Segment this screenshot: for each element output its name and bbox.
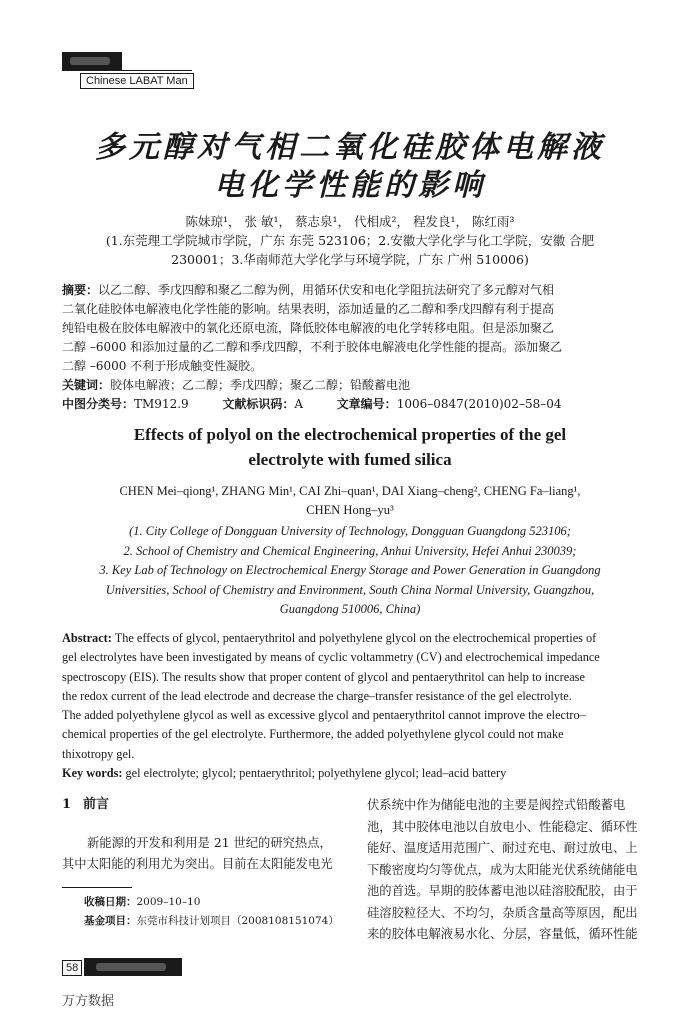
section-title: 前言 — [83, 797, 110, 812]
received-label: 收稿日期： — [84, 896, 137, 908]
en-affiliation-line: 2. School of Chemistry and Chemical Engineering, Anhui University, Hefei Anhui 230039; — [123, 543, 577, 558]
cn-abstract-line: 纯铅电极在胶体电解液中的氧化还原电流，降低胶体电解液的电化学转移电阻。但是添加聚乙 — [62, 321, 555, 335]
article-label: 文章编号： — [336, 397, 397, 411]
en-affiliation-line: Guangdong 510006, China) — [279, 602, 421, 616]
watermark: 万方数据 — [62, 994, 115, 1009]
header-rule — [62, 70, 192, 71]
en-abstract-line: thixotropy gel. — [62, 746, 135, 761]
class-value: TM912.9 — [134, 397, 189, 411]
en-keywords: gel electrolyte; glycol; pentaerythritol; polyethylene glycol; lead–acid battery — [125, 766, 507, 781]
left-column — [62, 833, 352, 875]
section-number: 1 — [62, 797, 72, 812]
cn-abstract-label: 摘要： — [62, 283, 99, 297]
cn-keywords: 胶体电解液；乙二醇；季戊四醇；聚乙二醇；铅酸蓄电池 — [110, 378, 411, 392]
en-affiliation-line: Universities, School of Chemistry and Environment, South China Normal University, Guangzhou, — [105, 582, 595, 597]
cn-abstract-line: 以乙二醇、季戊四醇和聚乙二醇为例，用循环伏安和电化学阻抗法研究了多元醇对气相 — [98, 283, 555, 297]
doc-value: A — [294, 397, 304, 411]
received-date: 2009–10–10 — [136, 896, 201, 908]
section-heading — [62, 796, 109, 814]
article-value: 1006–0847(2010)02–58–04 — [396, 397, 562, 411]
class-label: 中图分类号： — [62, 397, 135, 411]
en-title-line1: Effects of polyol on the electrochemical properties of the gel — [133, 425, 567, 444]
cn-title-line2: 电化学性能的影响 — [214, 168, 486, 203]
en-affiliation-line: (1. City College of Dongguan University of Technology, Dongguan Guangdong 523106; — [129, 524, 571, 538]
en-authors — [40, 482, 660, 520]
en-abstract-line: gel electrolytes have been investigated by means of cyclic voltammetry (CV) and electrochemical impedance — [62, 650, 600, 665]
footnote-rule — [62, 887, 132, 888]
cn-affiliation-line2: 230001；3.华南师范大学化学与环境学院，广东 广州 510006) — [171, 252, 529, 267]
right-col-line: 下酸密度均匀等优点，成为太阳能光伏系统储能电 — [367, 862, 638, 877]
cn-abstract-line: 二氧化硅胶体电解液电化学性能的影响。结果表明，添加适量的乙二醇和季戊四醇有利于提高 — [62, 302, 555, 316]
en-keywords-label: Key words: — [62, 766, 123, 781]
journal-logo-block — [62, 52, 122, 70]
en-title-line2: electrolyte with fumed silica — [248, 450, 452, 469]
en-abstract-line: chemical properties of the gel electrolyte. Furthermore, the added polyethylene glycol could not make — [62, 727, 564, 742]
cn-classification-row — [62, 395, 642, 414]
en-authors-line1: CHEN Mei–qiong¹, ZHANG Min¹, CAI Zhi–quan¹, DAI Xiang–cheng², CHENG Fa–liang¹, — [119, 484, 581, 498]
journal-name: Chinese LABAT Man — [80, 73, 194, 89]
journal-footer-logo — [84, 958, 182, 976]
right-col-line: 伏系统中作为储能电池的主要是阀控式铅酸蓄电 — [367, 798, 626, 812]
left-col-line: 其中太阳能的利用尤为突出。目前在太阳能发电光 — [62, 857, 333, 871]
fund-value: 东莞市科技计划项目（2008108151074） — [136, 915, 339, 927]
en-abstract-line: spectroscopy (EIS). The results show that proper content of glycol and pentaerythritol can help to increase — [62, 669, 585, 684]
right-col-line: 硅溶胶粒径大、不均匀，杂质含量高等原因，配出 — [367, 905, 638, 920]
cn-abstract-line: 二醇 –6000 和添加过量的乙二醇和季戊四醇，不利于胶体电解液电化学性能的提高。添加聚乙 — [62, 340, 563, 354]
footnotes — [84, 893, 339, 931]
en-authors-line2: CHEN Hong–yu³ — [306, 503, 394, 517]
left-col-line: 新能源的开发和利用是 21 世纪的研究热点， — [87, 836, 332, 850]
page-number: 58 — [62, 960, 82, 976]
doc-label: 文献标识码： — [222, 397, 295, 411]
fund-label: 基金项目： — [84, 915, 137, 927]
en-abstract — [62, 629, 644, 783]
cn-abstract — [62, 281, 642, 414]
right-col-line: 池，其中胶体电池以自放电小、性能稳定、循环性 — [367, 819, 638, 834]
en-affiliations — [40, 522, 660, 620]
right-col-line: 池的首选。早期的胶体蓄电池以硅溶胶配胶，由于 — [367, 884, 638, 898]
en-abstract-line: The added polyethylene glycol as well as excessive glycol and pentaerythritol cannot improve the electro– — [62, 708, 586, 723]
en-abstract-line: the redox current of the lead electrode and decrease the charge–transfer resistance of the gel electrolyte. — [62, 688, 572, 703]
right-col-line: 来的胶体电解液易水化、分层，容量低，循环性能 — [367, 927, 638, 941]
right-column — [367, 795, 651, 946]
en-affiliation-line: 3. Key Lab of Technology on Electrochemical Energy Storage and Power Generation in Guangdong — [99, 563, 601, 577]
right-col-line: 能好、温度适用范围广、耐过充电、耐过放电、上 — [367, 841, 638, 855]
en-abstract-label: Abstract: — [62, 631, 112, 645]
cn-keywords-label: 关键词： — [62, 378, 111, 392]
cn-authors: 陈妹琼¹， 张 敏¹， 蔡志泉¹， 代相成²， 程发良¹， 陈红雨³ — [185, 214, 515, 229]
en-abstract-line: The effects of glycol, pentaerythritol and polyethylene glycol on the electrochemical properties of — [114, 631, 597, 645]
cn-title-line1: 多元醇对气相二氧化硅胶体电解液 — [95, 130, 605, 165]
cn-abstract-line: 二醇 –6000 不利于形成触变性凝胶。 — [62, 359, 263, 373]
cn-affiliation-line1: (1.东莞理工学院城市学院，广东 东莞 523106；2.安徽大学化学与化工学院，安徽 合肥 — [105, 233, 595, 248]
